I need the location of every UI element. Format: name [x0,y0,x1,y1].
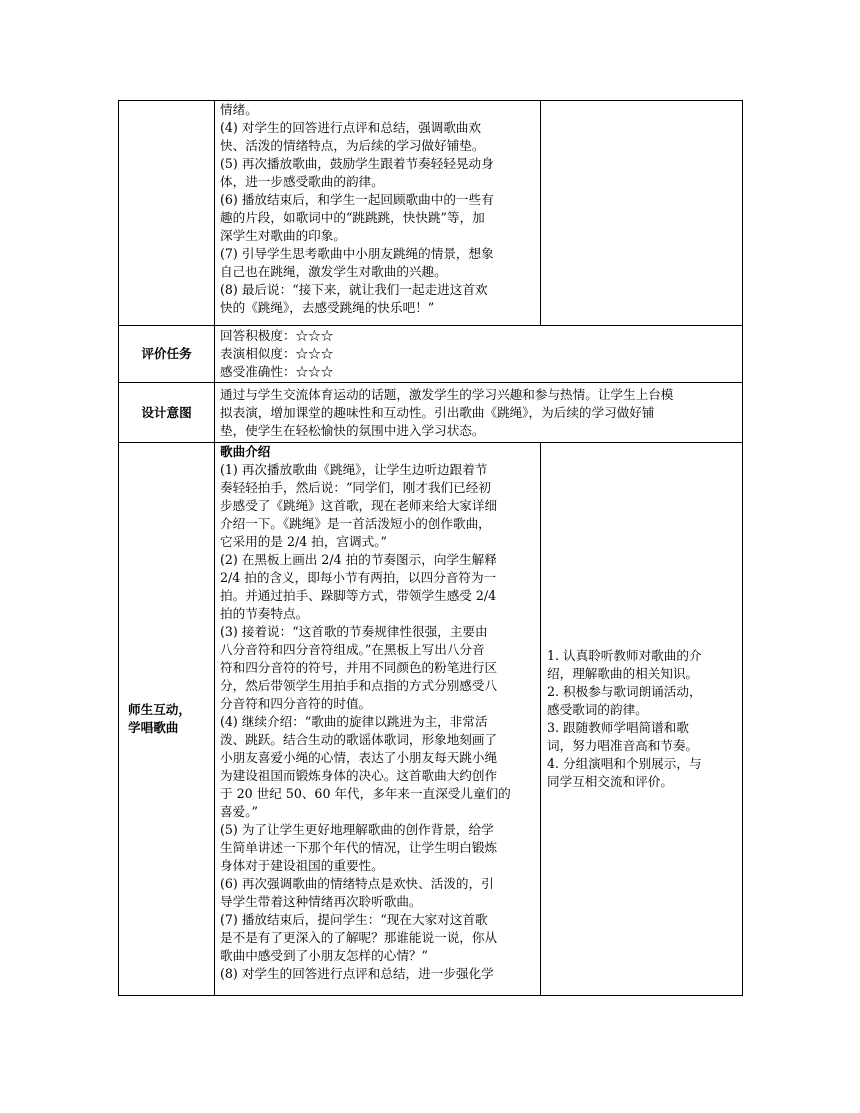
text-line: 泼、跳跃。结合生动的歌谣体歌词，形象地刻画了 [220,732,498,747]
text-line: 八分音符和四分音符组成。”在黑板上写出八分音 [220,642,485,657]
student-activity-cell-empty [541,101,743,326]
teacher-activity-cell [215,101,541,326]
text-line: 于 20 世纪 50、60 年代，多年来一直深受儿童们的 [220,786,511,801]
text-line: 体，进一步感受歌曲的韵律。 [220,174,384,189]
text-line: (6) 播放结束后，和学生一起回顾歌曲中的一些有 [220,192,494,207]
text-line: 垫，使学生在轻松愉快的氛围中进入学习状态。 [220,422,485,438]
row-label-empty [119,101,215,326]
text-line: 分音符和四分音符的时值。 [220,696,372,711]
section-heading: 歌曲介绍 [220,444,271,459]
text-line: 歌曲中感受到了小朋友怎样的心情？” [220,948,428,963]
row-label-line: 学唱歌曲 [128,720,179,735]
text-line: 是不是有了更深入的了解呢？那谁能说一说，你从 [220,930,498,945]
text-line: 快的《跳绳》，去感受跳绳的快乐吧！” [220,300,435,315]
text-line: (7) 引导学生思考歌曲中小朋友跳绳的情景，想象 [220,246,494,261]
student-activity-line: 词，努力唱准音高和节奏。 [547,738,699,753]
row-label-design-intent: 设计意图 [119,383,215,443]
text-line: (1) 再次播放歌曲《跳绳》，让学生边听边跟着节 [220,462,488,477]
text-line: 拟表演，增加课堂的趣味性和互动性。引出歌曲《跳绳》，为后续的学习做好铺 [220,404,655,420]
text-line: 导学生带着这种情绪再次聆听歌曲。 [220,894,422,909]
text-line: 分，然后带领学生用拍手和点指的方式分别感受八 [220,678,498,693]
text-line: 自己也在跳绳，激发学生对歌曲的兴趣。 [220,264,447,279]
row-label-line: 师生互动， [128,702,191,717]
text-line: 拍。并通过拍手、跺脚等方式，带领学生感受 2/4 [220,588,497,603]
row-label-interaction [119,443,215,996]
text-line: (3) 接着说：“这首歌的节奏规律性很强，主要由 [220,624,488,639]
evaluation-item: 感受准确性：☆☆☆ [220,364,334,379]
text-line: 快、活泼的情绪特点，为后续的学习做好铺垫。 [220,138,485,153]
text-line: 它采用的是 2/4 拍，宫调式。” [220,534,387,549]
text-line: (2) 在黑板上画出 2/4 拍的节奏图示，向学生解释 [220,552,497,567]
text-line: (7) 播放结束后，提问学生：“现在大家对这首歌 [220,912,488,927]
text-line: 小朋友喜爱小绳的心情，表达了小朋友每天跳小绳 [220,750,498,765]
student-activity-line: 1. 认真聆听教师对歌曲的介 [547,648,702,663]
student-activity-line: 绍，理解歌曲的相关知识。 [547,666,699,681]
text-line: (5) 再次播放歌曲，鼓励学生跟着节奏轻轻晃动身 [220,156,494,171]
table-row-teacher-activity-continued [119,101,743,326]
student-activity-line: 4. 分组演唱和个别展示，与 [547,756,702,771]
text-line: (8) 最后说：“接下来，就让我们一起走进这首欢 [220,282,488,297]
text-line: (6) 再次强调歌曲的情绪特点是欢快、活泼的，引 [220,876,494,891]
table-row-evaluation [119,326,743,383]
text-line: (5) 为了让学生更好地理解歌曲的创作背景，给学 [220,822,494,837]
text-line: (4) 继续介绍：“歌曲的旋律以跳进为主，非常活 [220,714,488,729]
teacher-activity-cell [215,443,541,996]
text-line: 情绪。 [220,102,258,117]
text-line: (4) 对学生的回答进行点评和总结，强调歌曲欢 [220,120,482,135]
text-line: 为建设祖国而锻炼身体的决心。这首歌曲大约创作 [220,768,498,783]
text-line: 生简单讲述一下那个年代的情况，让学生明白锻炼 [220,840,498,855]
row-label-evaluation: 评价任务 [119,326,215,383]
student-activity-line: 感受歌词的韵律。 [547,702,648,717]
text-line: 拍的节奏特点。 [220,606,309,621]
design-intent-cell [215,383,743,443]
text-line: 深学生对歌曲的印象。 [220,228,346,243]
lesson-plan-table [118,100,743,996]
text-line: 身体对于建设祖国的重要性。 [220,858,384,873]
student-activity-line: 2. 积极参与歌词朗诵活动， [547,684,702,699]
text-line: 趣的片段，如歌词中的“跳跳跳，快快跳”等，加 [220,210,485,225]
evaluation-cell [215,326,743,383]
text-line: 步感受了《跳绳》这首歌，现在老师来给大家详细 [220,498,498,513]
table-row-interaction [119,443,743,996]
student-activity-line: 同学互相交流和评价。 [547,774,673,789]
text-line: 符和四分音符的符号，并用不同颜色的粉笔进行区 [220,660,498,675]
student-activity-cell [541,443,743,996]
student-activity-line: 3. 跟随教师学唱简谱和歌 [547,720,689,735]
text-line: 2/4 拍的含义，即每小节有两拍，以四分音符为一 [220,570,497,585]
text-line: 通过与学生交流体育运动的话题，激发学生的学习兴趣和参与热情。让学生上台模 [220,386,674,402]
text-line: (8) 对学生的回答进行点评和总结，进一步强化学 [220,966,494,981]
text-line: 奏轻轻拍手，然后说：“同学们，刚才我们已经初 [220,480,491,495]
text-line: 介绍一下。《跳绳》是一首活泼短小的创作歌曲， [220,516,491,531]
table-row-design-intent [119,383,743,443]
evaluation-item: 表演相似度：☆☆☆ [220,346,334,361]
evaluation-item: 回答积极度：☆☆☆ [220,328,334,343]
text-line: 喜爱。” [220,804,258,819]
